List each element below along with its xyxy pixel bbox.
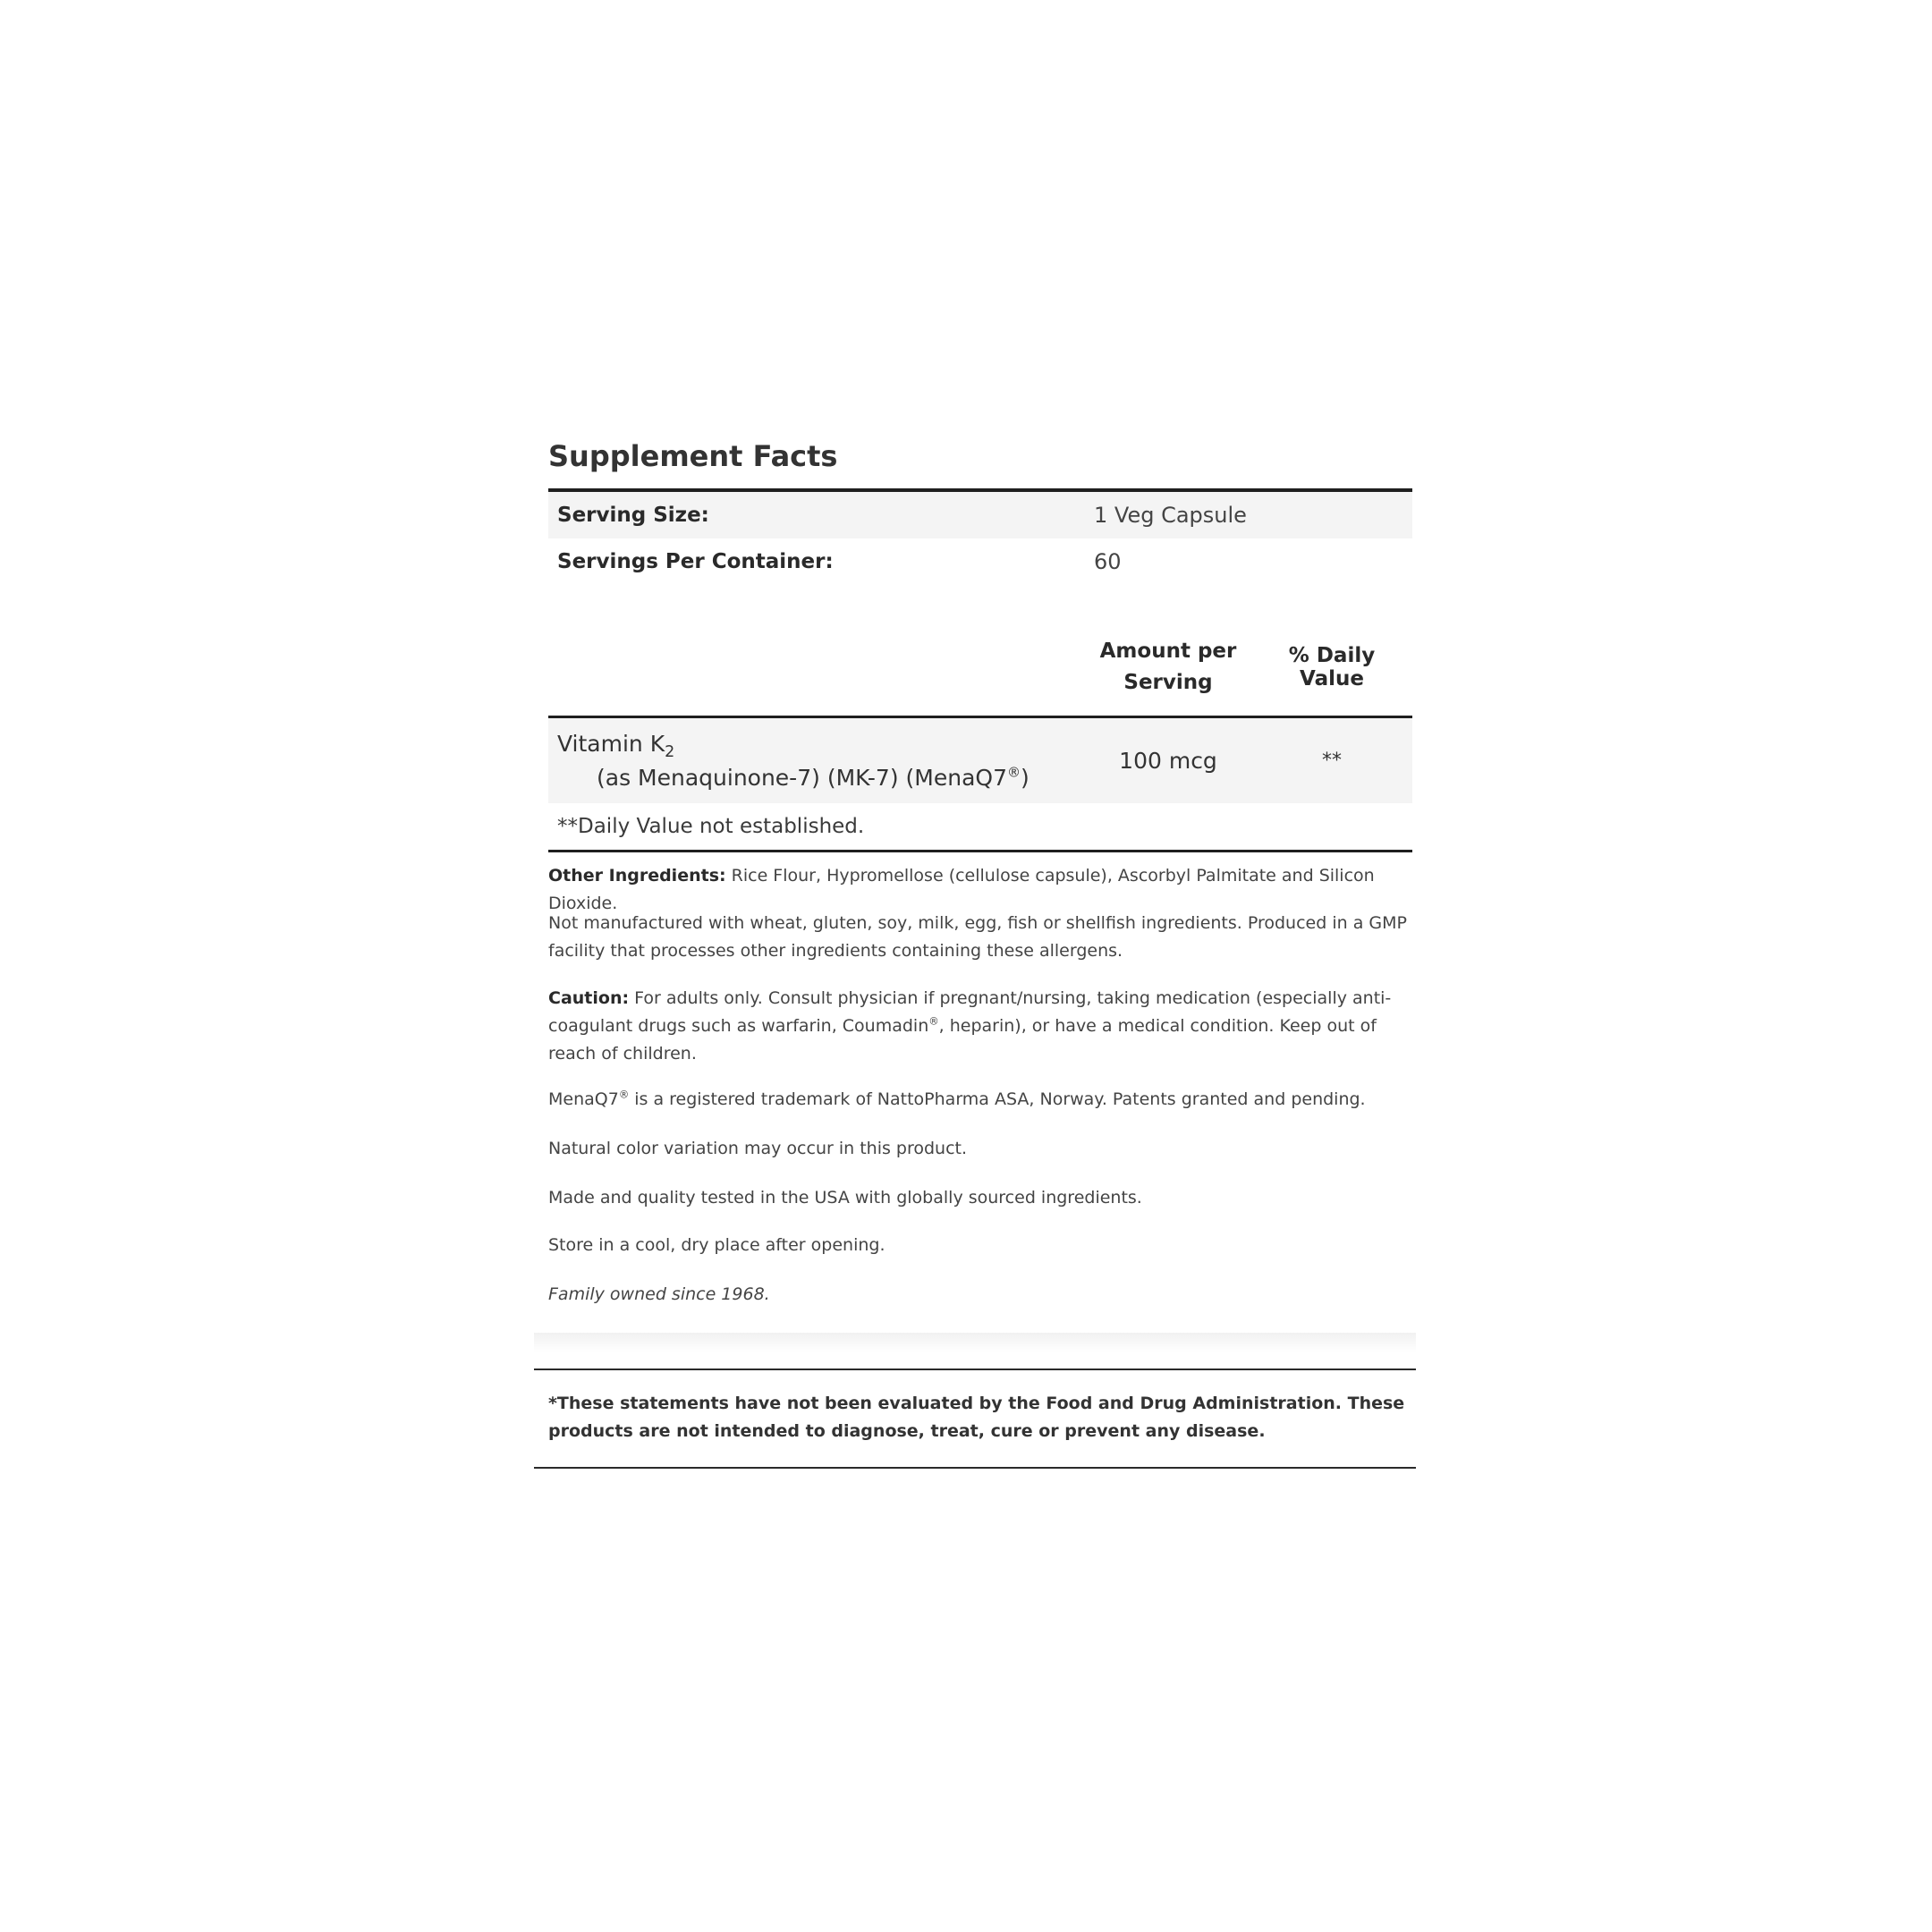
color-variation-statement: Natural color variation may occur in this product. bbox=[548, 1139, 968, 1158]
trademark-brand: MenaQ7 bbox=[548, 1089, 619, 1109]
trademark-statement bbox=[548, 1086, 1412, 1114]
nutrient-detail-end: ) bbox=[1020, 764, 1030, 791]
caution-label: Caution: bbox=[548, 988, 630, 1008]
caution-statement bbox=[548, 985, 1412, 1068]
registered-mark: ® bbox=[1006, 764, 1021, 781]
nutrient-name-text: Vitamin K bbox=[557, 730, 665, 757]
trademark-registered-mark: ® bbox=[618, 1088, 630, 1101]
caution-text-after: , heparin), or have a medical condition. Keep out of reach of children. bbox=[548, 1016, 1377, 1063]
other-ingredients-label: Other Ingredients: bbox=[548, 866, 726, 886]
supplement-facts-title: Supplement Facts bbox=[548, 439, 838, 473]
nutrient-row bbox=[548, 718, 1412, 803]
bottom-divider bbox=[548, 850, 1412, 852]
trademark-text: is a registered trademark of NattoPharma ASA, Norway. Patents granted and pending. bbox=[629, 1089, 1366, 1109]
nutrient-name bbox=[548, 727, 1083, 795]
coumadin-registered-mark: ® bbox=[928, 1014, 939, 1028]
other-ingredients-text: Rice Flour, Hypromellose (cellulose capsule), Ascorbyl Palmitate and Silicon Dioxide. bbox=[548, 866, 1375, 913]
supplement-facts-panel bbox=[548, 436, 1412, 1304]
fda-disclaimer-box bbox=[534, 1368, 1416, 1469]
allergen-statement: Not manufactured with wheat, gluten, soy, milk, egg, fish or shellfish ingredients. Produced in a GMP facility that processes other ingredients containing these allergens. bbox=[548, 913, 1407, 961]
amount-header-line2: Serving bbox=[1123, 671, 1213, 694]
servings-per-container-label: Servings Per Container: bbox=[557, 550, 834, 573]
daily-value-footnote: **Daily Value not established. bbox=[557, 815, 865, 838]
storage-statement: Store in a cool, dry place after opening. bbox=[548, 1235, 886, 1255]
nutrient-name-subscript: 2 bbox=[665, 742, 675, 761]
servings-per-container-row bbox=[548, 538, 1412, 585]
nutrient-daily-value: ** bbox=[1322, 750, 1342, 772]
nutrient-amount: 100 mcg bbox=[1119, 748, 1217, 774]
amount-per-serving-header bbox=[1083, 636, 1253, 699]
table-header-row bbox=[548, 619, 1412, 716]
daily-value-header: % Daily Value bbox=[1288, 644, 1376, 691]
section-separator bbox=[534, 1333, 1416, 1352]
amount-header-line1: Amount per bbox=[1099, 640, 1237, 663]
serving-size-row bbox=[548, 492, 1412, 538]
family-owned-statement: Family owned since 1968. bbox=[548, 1284, 770, 1304]
caution-text-before: For adults only. Consult physician if pregnant/nursing, taking medication (especially anti-coagulant drugs such as warfarin, Coumadin bbox=[548, 988, 1392, 1036]
serving-size-label: Serving Size: bbox=[557, 504, 709, 527]
fda-disclaimer: *These statements have not been evaluated by the Food and Drug Administration. These products are not intended to diagnose, treat, cure or prevent any disease. bbox=[548, 1394, 1405, 1441]
made-in-statement: Made and quality tested in the USA with globally sourced ingredients. bbox=[548, 1188, 1142, 1208]
serving-size-value: 1 Veg Capsule bbox=[1094, 503, 1247, 528]
nutrient-detail-text: (as Menaquinone-7) (MK-7) (MenaQ7 bbox=[597, 764, 1007, 791]
servings-per-container-value: 60 bbox=[1094, 549, 1122, 574]
nutrient-detail bbox=[557, 761, 1083, 795]
